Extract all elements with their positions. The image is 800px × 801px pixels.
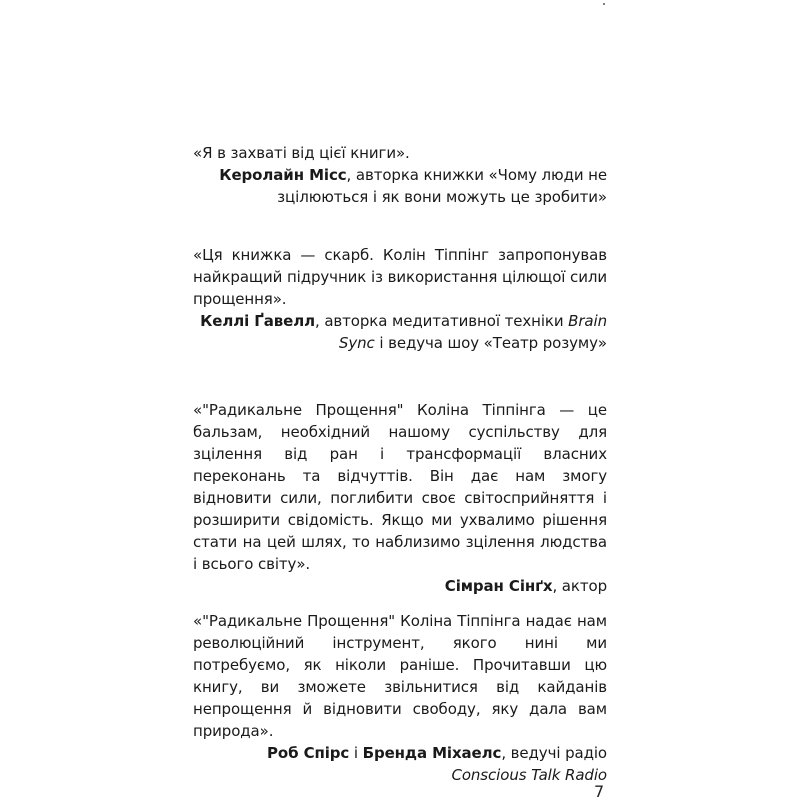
testimonial-role: , актор bbox=[552, 577, 607, 595]
testimonial-quote: «Ця книжка — скарб. Колін Тіппінг запропонував найкращий підручник із використання цілющої сили прощення». bbox=[193, 246, 607, 308]
testimonial-role-italic: Brain Sync bbox=[338, 312, 607, 352]
testimonial-author-joiner: і bbox=[349, 744, 363, 762]
testimonial-quote: «"Радикальне Прощення" Коліна Тіппінга надає нам революційний інструмент, якого нині ми потребуємо, як ніколи раніше. Прочитавши цю книгу, ви зможете звільнитися від кайданів непрощення й відновити свободу, яку дала вам природа». bbox=[193, 612, 607, 740]
testimonial-author: Керолайн Місс bbox=[219, 166, 347, 184]
testimonial-role: , авторка книжки «Чому люди не зцілюються і як вони можуть це зробити» bbox=[277, 166, 607, 206]
testimonial-quote: «Я в захваті від цієї книги». bbox=[193, 144, 410, 162]
testimonial-block bbox=[193, 244, 607, 354]
testimonial-quote: «"Радикальне Прощення" Коліна Тіппінга — це бальзам, необхідний нашому суспільству для зцілення від ран і трансформації власних переконань та відчуттів. Він дає нам змогу відновити сили, поглибити своє світосприйняття і розширити свідомість. Якщо ми ухвалимо рішення стати на цей шлях, то наблизимо зцілення людства і всього світу». bbox=[193, 401, 607, 573]
testimonial-author-2: Бренда Міхаелс bbox=[362, 744, 502, 762]
testimonial-attribution bbox=[193, 742, 607, 786]
page-number: 7 bbox=[594, 782, 605, 801]
testimonial-block bbox=[193, 610, 607, 786]
testimonial-block bbox=[193, 142, 607, 208]
testimonial-attribution bbox=[193, 310, 607, 354]
page-mark bbox=[603, 3, 605, 5]
testimonial-block bbox=[193, 399, 607, 597]
testimonial-role: і ведуча шоу «Театр розуму» bbox=[374, 334, 607, 352]
testimonial-author: Келлі Ґавелл bbox=[200, 312, 315, 330]
testimonial-author: Роб Спірс bbox=[266, 744, 350, 762]
testimonial-author: Сімран Сінґх bbox=[444, 577, 553, 595]
testimonial-attribution bbox=[193, 164, 607, 208]
testimonial-role: , ведучі радіо bbox=[501, 744, 607, 762]
testimonial-role-italic: Conscious Talk Radio bbox=[451, 766, 607, 784]
testimonial-attribution bbox=[193, 575, 607, 597]
testimonial-role: , авторка медитативної техніки bbox=[315, 312, 569, 330]
